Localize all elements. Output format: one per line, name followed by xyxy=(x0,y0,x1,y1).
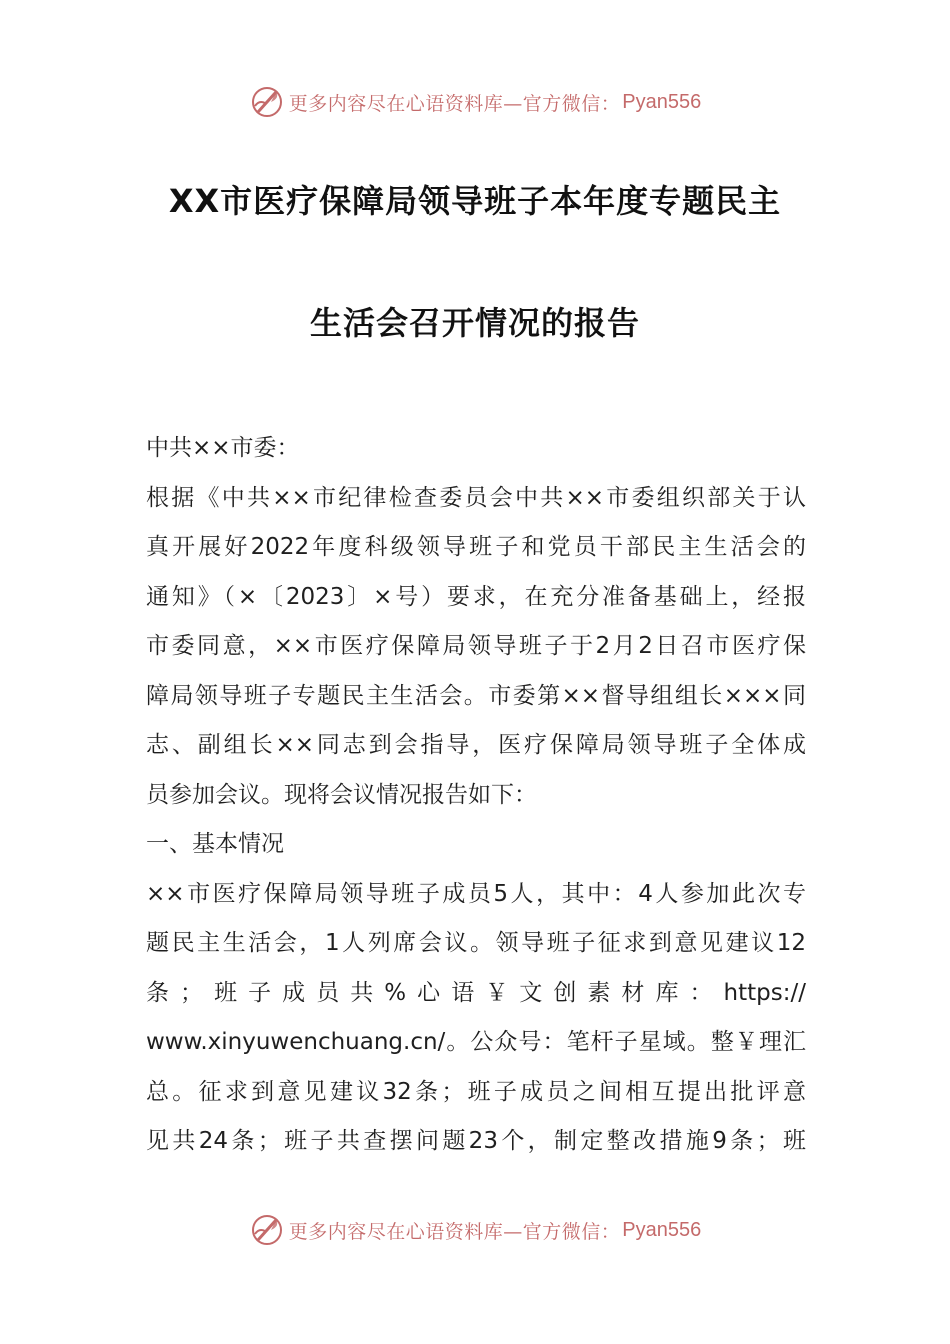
body-line: 根据《中共××市纪律检查委员会中共××市委组织部关于认 xyxy=(146,484,806,511)
watermark-wechat-id: Pyan556 xyxy=(622,90,702,113)
body-line: ××市医疗保障局领导班子成员5人，其中：4人参加此次专 xyxy=(146,880,806,907)
body-line: 真开展好2022年度科级领导班子和党员干部民主生活会的 xyxy=(146,534,806,560)
section-heading: 一、基本情况 xyxy=(146,831,284,857)
body-line: 障局领导班子专题民主生活会。市委第××督导组组长×××同 xyxy=(146,682,806,709)
body-line: 市委同意，××市医疗保障局领导班子于2月2日召市医疗保 xyxy=(146,633,806,659)
watermark-wechat-id: Pyan556 xyxy=(622,1218,702,1241)
document-title-line-1: XX市医疗保障局领导班子本年度专题民主 xyxy=(168,182,782,220)
body-line: 员参加会议。现将会议情况报告如下： xyxy=(146,781,537,808)
watermark-text: 更多内容尽在心语资料库—官方微信： xyxy=(288,92,621,115)
body-line: 条；班子成员共%心语￥文创素材库：https:// xyxy=(146,979,806,1006)
quill-logo-icon xyxy=(249,1212,285,1248)
body-line: www.xinyuwenchuang.cn/。公众号：笔杆子星域。整￥理汇 xyxy=(146,1029,806,1055)
body-line: 总。征求到意见建议32条；班子成员之间相互提出批评意 xyxy=(146,1078,806,1105)
document-body xyxy=(146,424,806,1167)
watermark-text: 更多内容尽在心语资料库—官方微信： xyxy=(288,1220,621,1243)
body-line: 题民主生活会，1人列席会议。领导班子征求到意见建议12 xyxy=(146,930,806,956)
body-line: 志、副组长××同志到会指导，医疗保障局领导班子全体成 xyxy=(146,732,806,758)
salutation: 中共××市委： xyxy=(146,435,300,461)
body-line: 见共24条；班子共查摆问题23个，制定整改措施9条；班 xyxy=(146,1128,806,1154)
document-title-line-2: 生活会召开情况的报告 xyxy=(309,304,640,342)
body-line: 通知》（×〔2023〕×号）要求，在充分准备基础上，经报 xyxy=(146,583,806,610)
quill-logo-icon xyxy=(249,84,285,120)
header-watermark xyxy=(0,82,950,122)
footer-watermark xyxy=(0,1210,950,1250)
